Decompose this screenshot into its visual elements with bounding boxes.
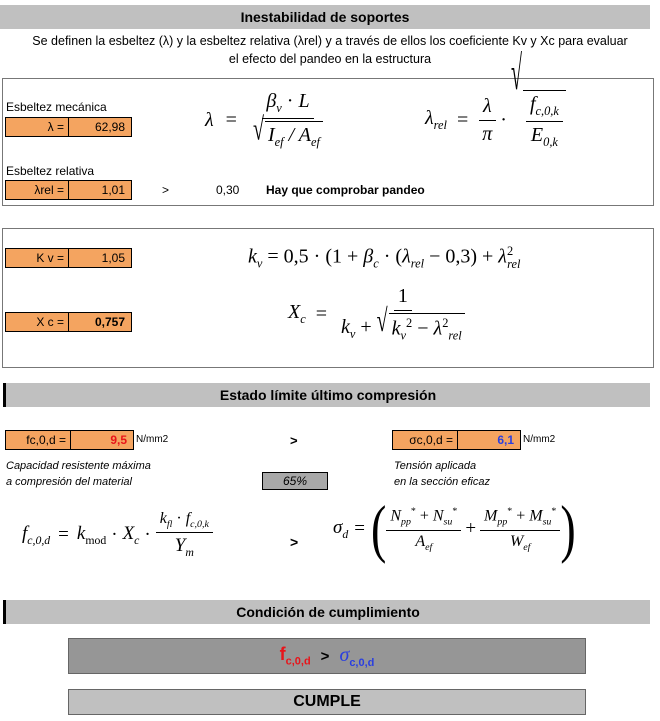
- fcd-desc-line-1: Capacidad resistente máxima: [6, 460, 151, 472]
- lambda-value-cell: 62,98: [68, 117, 132, 137]
- section-title-compliance: [6, 600, 650, 624]
- section-title-text: Inestabilidad de soportes: [240, 9, 410, 25]
- fcd-description: [6, 458, 151, 490]
- kv-value-cell: 1,05: [68, 248, 132, 268]
- compliance-title-text: Condición de cumplimiento: [236, 604, 420, 620]
- sigma-desc-line-2: en la sección eficaz: [394, 476, 490, 488]
- kv-label-cell: K v =: [5, 248, 69, 268]
- fcd-formula: $f_{c,0,d}$ = $k_{mod}$ · $X_c$ · $\frac{k_{fl} \cdot f_{c,0,k}}{Y_m}$: [22, 510, 213, 560]
- mech-slenderness-label: Esbeltez mecánica: [6, 100, 107, 114]
- fcd-desc-line-2: a compresión del material: [6, 476, 132, 488]
- sigma-formula: $\sigma_d$ = ( $\frac{N_{pp}^* + N_{su}^*}{A_{ef}}$ + $\frac{M_{pp}^* + M_{su}^*}{W_{ef}}$ ): [333, 492, 576, 565]
- pandeo-check-text: Hay que comprobar pandeo: [266, 183, 425, 197]
- sigma-description: [394, 458, 490, 490]
- sigma-value-cell: 6,1: [457, 430, 521, 450]
- lambda-label-cell: λ =: [5, 117, 69, 137]
- utilisation-ratio: [262, 472, 328, 490]
- sigma-desc-line-1: Tensión aplicada: [394, 460, 477, 472]
- fcd-value-cell: 9,5: [70, 430, 134, 450]
- fcd-label-cell: fc,0,d =: [5, 430, 71, 450]
- xc-formula: $X_c$ = 1 $k_v$ + √ $k_v^2 - \lambda^2_{rel}$: [288, 285, 469, 344]
- section-title-uls: [6, 383, 650, 407]
- xc-label-cell: X c =: [5, 312, 69, 332]
- sigma-unit: N/mm2: [523, 434, 556, 445]
- verdict-text: CUMPLE: [293, 693, 361, 710]
- section-title-inestabilidad: [0, 5, 650, 29]
- kv-formula: $k_v = 0,5 \cdot (1 + \beta_c \cdot (\lambda_{rel} - 0,3) + \lambda^2_{rel}$: [248, 244, 521, 271]
- sigma-label-cell: σc,0,d =: [392, 430, 458, 450]
- utilisation-ratio-text: 65%: [282, 474, 308, 488]
- condition-sigma-sub: c,0,d: [349, 656, 375, 669]
- lambda-threshold: 0,30: [216, 183, 240, 197]
- uls-title-text: Estado límite último compresión: [219, 387, 437, 403]
- lambda-compare-symbol: >: [162, 183, 170, 197]
- fcd-unit: N/mm2: [136, 434, 169, 445]
- condition-fcd: [280, 644, 311, 668]
- condition-fcd-sub: c,0,d: [285, 655, 311, 668]
- condition-sigma-symbol: σ: [339, 643, 350, 666]
- intro-line-1: Se definen la esbeltez (λ) y la esbeltez relativa (λrel) y a través de ellos los coeficiente Kv y Xc para evaluar: [32, 34, 628, 48]
- uls-compare-symbol: >: [290, 433, 298, 448]
- formula-compare-symbol: >: [290, 534, 299, 550]
- xc-value-cell: 0,757: [68, 312, 132, 332]
- intro-text: [0, 32, 660, 68]
- condition-sigma: [339, 644, 374, 669]
- verdict-box: [68, 689, 586, 715]
- rel-slenderness-label: Esbeltez relativa: [6, 164, 95, 178]
- compliance-condition-box: [68, 638, 586, 674]
- lambda-rel-value-cell: 1,01: [68, 180, 132, 200]
- lambda-rel-formula: $\lambda_{rel}$ = $\frac{\lambda}{\pi}$ · √ $\frac{f_{c,0,k}}{E_{0,k}}$: [425, 90, 566, 150]
- lambda-rel-label-cell: λrel =: [5, 180, 69, 200]
- condition-gt: >: [320, 647, 330, 665]
- intro-line-2: el efecto del pandeo en la estructura: [228, 52, 432, 66]
- condition-fcd-symbol: f: [279, 644, 286, 665]
- lambda-formula: λ = $\beta_v \cdot L$ √ $I_{ef} / A_{ef}$: [205, 90, 327, 150]
